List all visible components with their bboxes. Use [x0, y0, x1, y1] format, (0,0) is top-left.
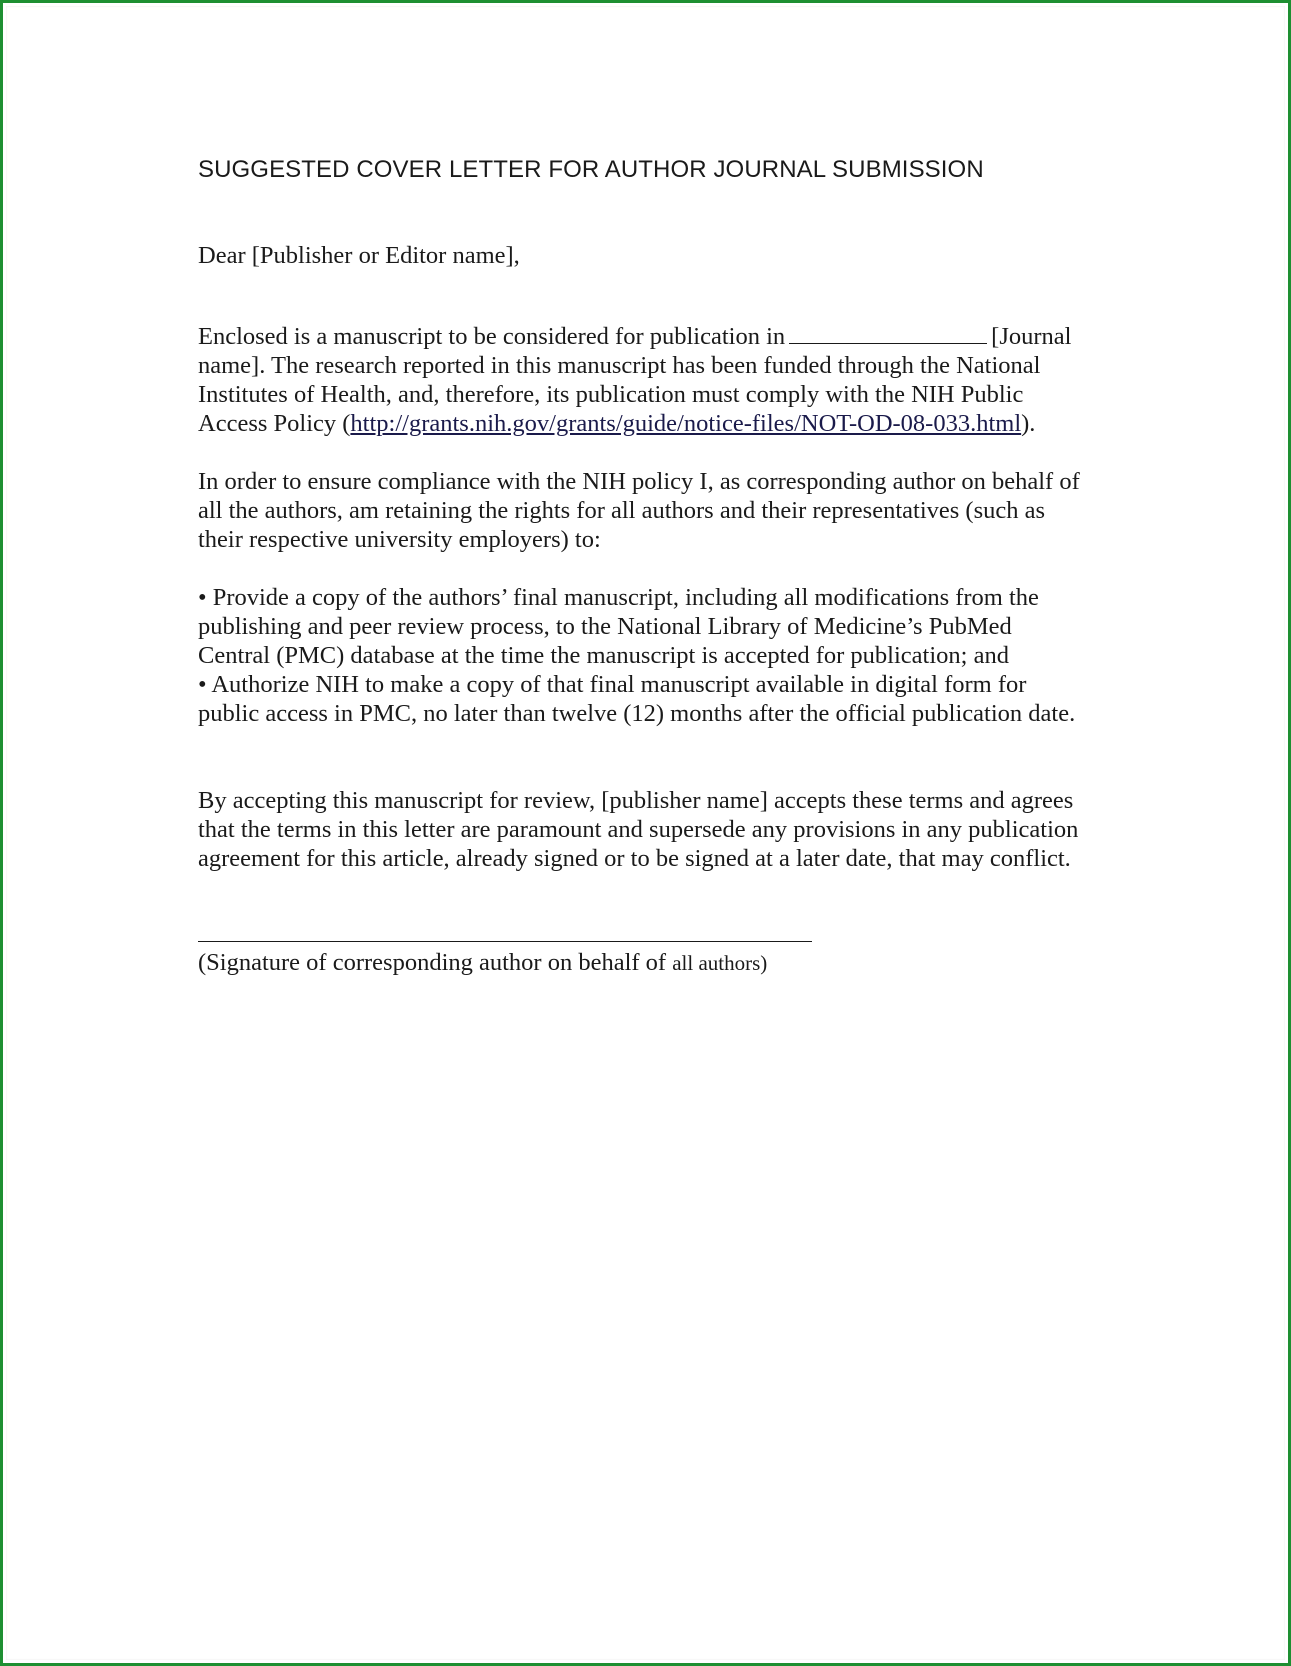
- paragraph-line: all the authors, am retaining the rights for all authors and their representatives (such as: [198, 497, 1046, 524]
- text-segment: ).: [1021, 410, 1036, 437]
- paragraph-enclosed: [198, 322, 1118, 438]
- signature-line: [198, 927, 812, 942]
- paragraph-line: name]. The research reported in this manuscript has been funded through the National: [198, 352, 1041, 379]
- paragraph-line: their respective university employers) to:: [198, 526, 601, 553]
- paragraph-line: By accepting this manuscript for review, [publisher name] accepts these terms and agrees: [198, 787, 1074, 814]
- text-segment: all authors): [672, 951, 768, 975]
- paragraph-line: Central (PMC) database at the time the manuscript is accepted for publication; and: [198, 642, 1009, 669]
- letter-title: SUGGESTED COVER LETTER FOR AUTHOR JOURNAL SUBMISSION: [198, 156, 984, 183]
- paragraph-acceptance: [198, 786, 1118, 873]
- paragraph-line: [198, 409, 1118, 438]
- text-segment: [Journal: [991, 323, 1072, 350]
- paragraph-line: agreement for this article, already signed or to be signed at a later date, that may conflict.: [198, 845, 1071, 872]
- bullet-item-provide: [198, 583, 1118, 670]
- paragraph-compliance: [198, 467, 1118, 554]
- bullet-item-authorize: [198, 670, 1118, 728]
- paragraph-line: that the terms in this letter are paramount and supersede any provisions in any publication: [198, 816, 1079, 843]
- text-segment: Access Policy (: [198, 410, 351, 437]
- paragraph-line: public access in PMC, no later than twelve (12) months after the official publication date.: [198, 700, 1076, 727]
- paragraph-line: • Provide a copy of the authors’ final manuscript, including all modifications from the: [198, 584, 1039, 611]
- text-segment: Enclosed is a manuscript to be considered for publication in: [198, 323, 786, 350]
- nih-policy-link[interactable]: http://grants.nih.gov/grants/guide/notice-files/NOT-OD-08-033.html: [350, 410, 1022, 437]
- paragraph-line: [198, 322, 1118, 351]
- text-segment: (Signature of corresponding author on behalf of: [198, 949, 673, 976]
- paragraph-line: publishing and peer review process, to the National Library of Medicine’s PubMed: [198, 613, 1012, 640]
- letter-content: [198, 155, 1118, 978]
- paragraph-line: Institutes of Health, and, therefore, its publication must comply with the NIH Public: [198, 381, 1024, 408]
- signature-caption: [198, 948, 1118, 978]
- paragraph-line: • Authorize NIH to make a copy of that final manuscript available in digital form for: [198, 671, 1027, 698]
- salutation: Dear [Publisher or Editor name],: [198, 242, 520, 269]
- journal-name-blank: [789, 325, 987, 344]
- bullet-list: [198, 583, 1118, 728]
- paragraph-line: In order to ensure compliance with the NIH policy I, as corresponding author on behalf of: [198, 468, 1080, 495]
